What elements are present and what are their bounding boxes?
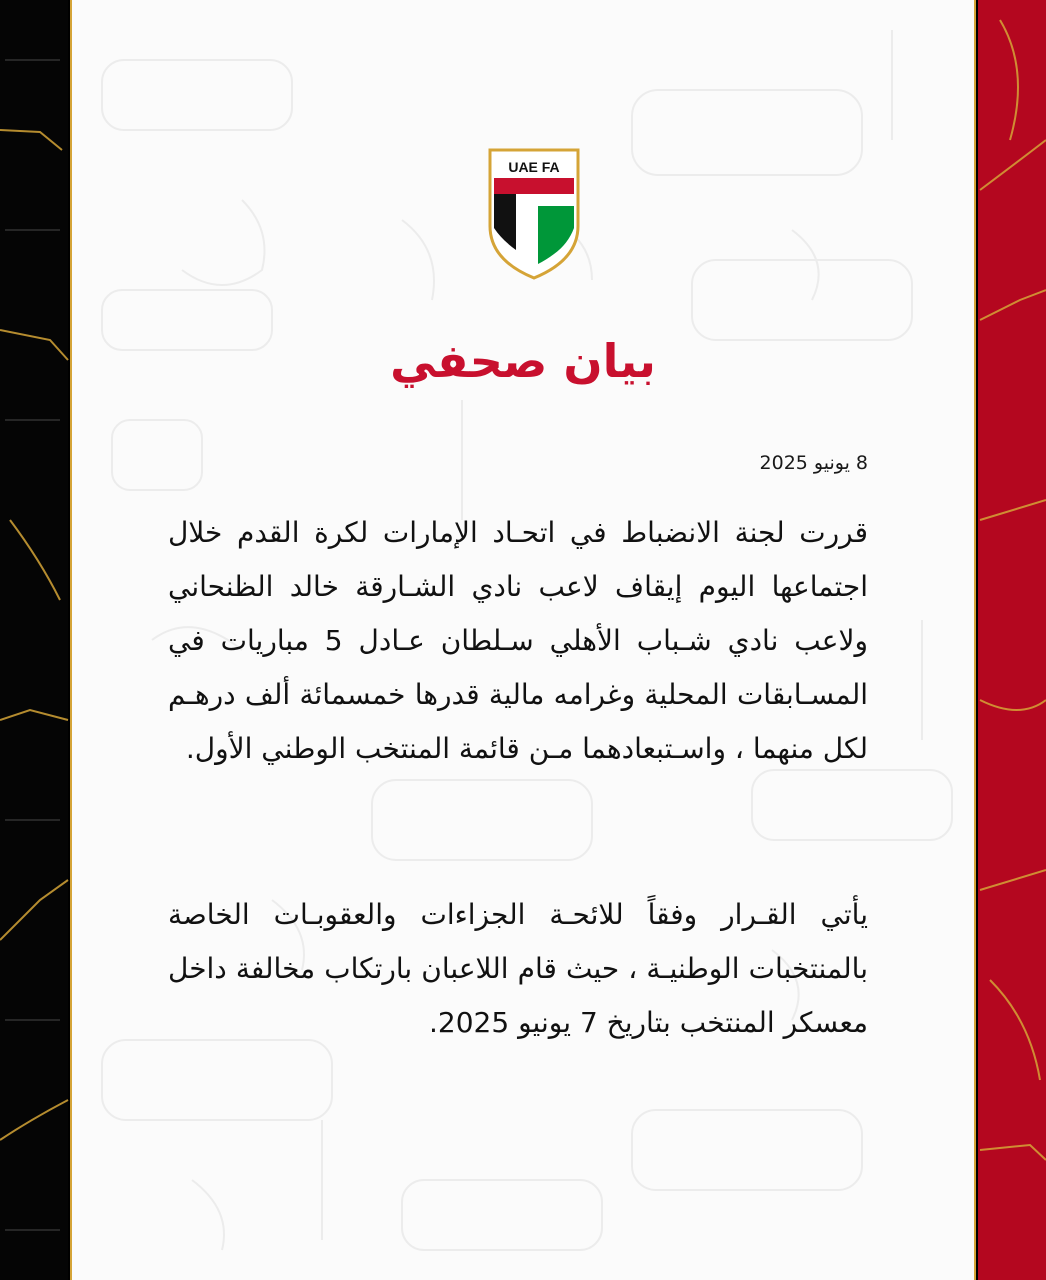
paragraph-2: يأتي القـرار وفقاً للائحـة الجزاءات والعقوبـات الخاصة بالمنتخبات الوطنيـة ، حيث قام اللاعبان بارتكاب مخالفة داخل معسكر المنتخب بتاريخ 7 يونيو 2025. — [168, 898, 868, 1039]
page-title: بيان صحفي — [390, 334, 656, 388]
paragraph-1: قررت لجنة الانضباط في اتحـاد الإمارات لكرة القدم خلال اجتماعها اليوم إيقاف لاعب نادي الشـارقة خالد الظنحاني ولاعب نادي شـباب الأهلي سـلطان عـادل 5 مباريات في المسـابقات المحلية وغرامه مالية قدرها خمسمائة ألف درهـم لكل منهما ، واسـتبعادهما مـن قائمة المنتخب الوطني الأول. — [168, 516, 868, 765]
content-panel — [70, 0, 976, 1280]
release-date: 8 يونيو 2025 — [759, 452, 868, 474]
logo-text: UAE FA — [508, 159, 560, 175]
uae-fa-logo — [486, 148, 582, 280]
